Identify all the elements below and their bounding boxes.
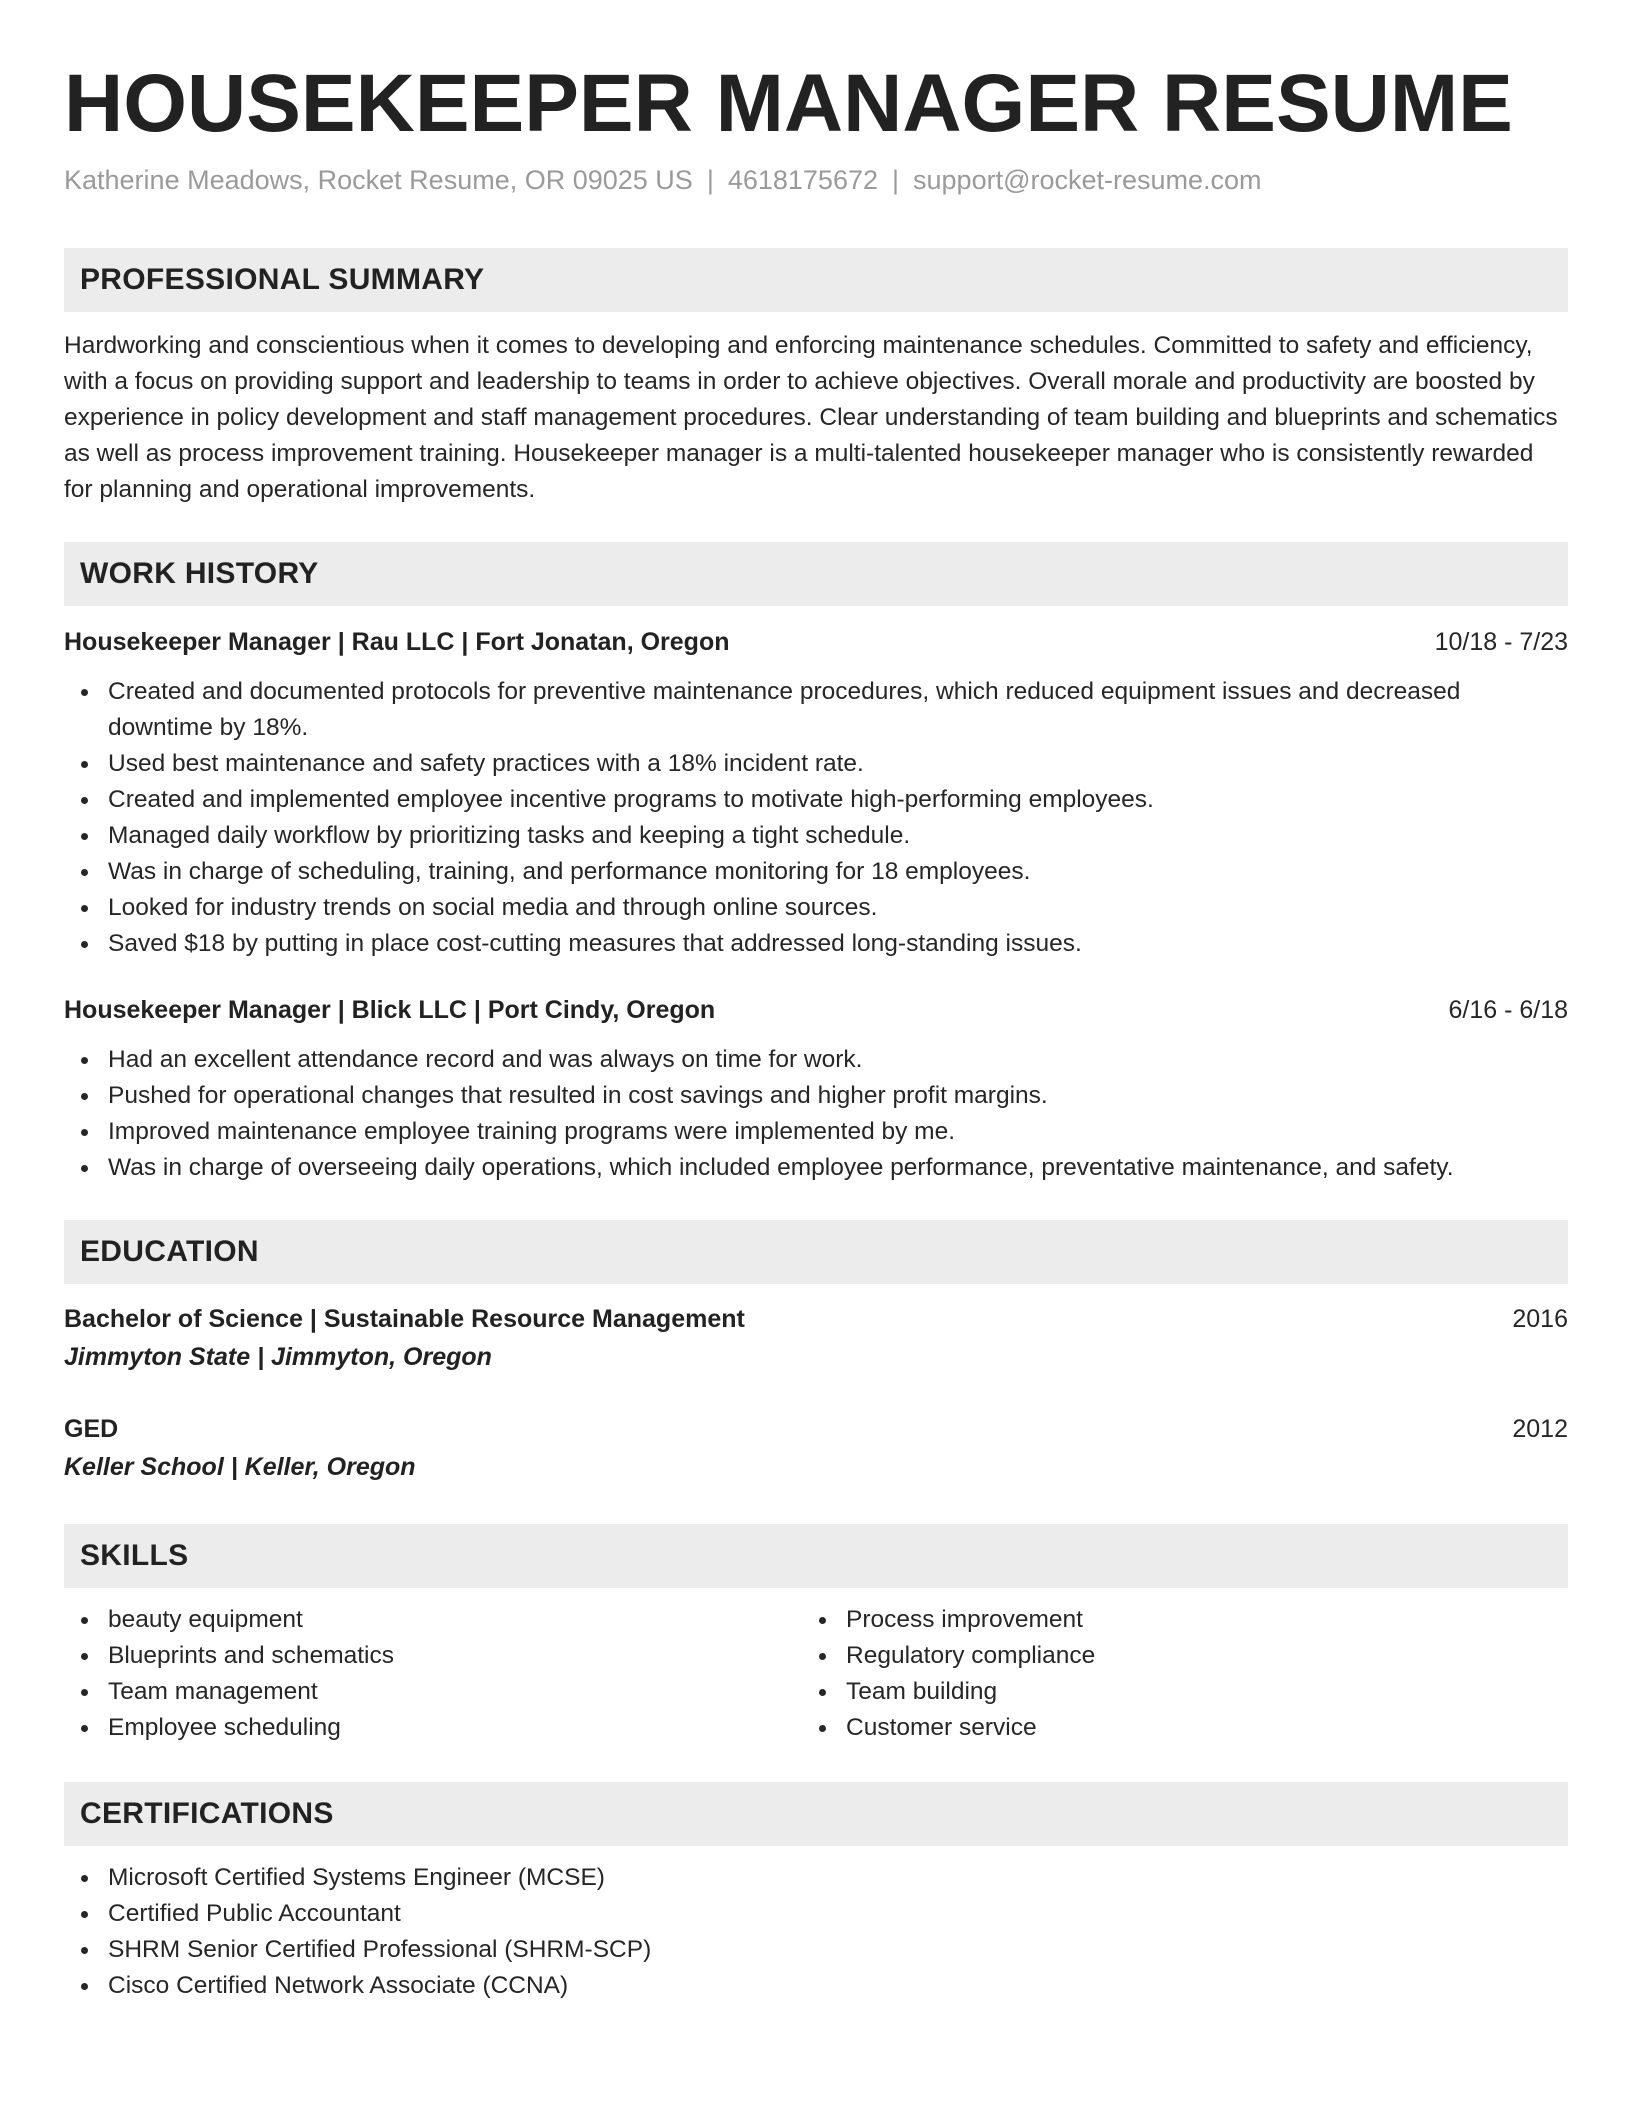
skill-item: Process improvement	[802, 1602, 1540, 1638]
certification-item: Certified Public Accountant	[64, 1896, 1568, 1932]
job-title: Housekeeper Manager | Blick LLC | Port Cindy, Oregon	[64, 996, 716, 1024]
skills-section-header	[64, 1524, 1568, 1588]
education-entry	[64, 1300, 1568, 1376]
education-section-header	[64, 1220, 1568, 1284]
contact-address: Katherine Meadows, Rocket Resume, OR 09025 US	[64, 165, 693, 195]
education-year: 2016	[1512, 1305, 1568, 1333]
skill-item: Team building	[802, 1674, 1540, 1710]
job-bullet: Created and implemented employee incentive programs to motivate high-performing employees.	[64, 782, 1568, 818]
skills-list	[802, 1602, 1540, 1746]
job-bullet: Used best maintenance and safety practices with a 18% incident rate.	[64, 746, 1568, 782]
skills-grid	[64, 1602, 1568, 1746]
education-school: Keller School | Keller, Oregon	[64, 1453, 416, 1481]
education-degree: Bachelor of Science | Sustainable Resource Management	[64, 1305, 745, 1333]
skills-column-left	[64, 1602, 802, 1746]
education-header	[64, 1410, 1568, 1448]
contact-email: support@rocket-resume.com	[913, 165, 1262, 195]
certifications-section-header	[64, 1782, 1568, 1846]
skill-item: Employee scheduling	[64, 1710, 802, 1746]
certification-item: Cisco Certified Network Associate (CCNA)	[64, 1968, 1568, 2004]
job-title: Housekeeper Manager | Rau LLC | Fort Jonatan, Oregon	[64, 628, 730, 656]
contact-line	[64, 162, 1568, 198]
summary-section-header	[64, 248, 1568, 312]
contact-separator: |	[892, 165, 900, 195]
summary-text: Hardworking and conscientious when it comes to developing and enforcing maintenance schedules. Committed to safety and efficiency, with a focus on providing support and leadership to teams in order to achieve objectives. Overall morale and productivity are boosted by experience in policy development and staff management procedures. Clear understanding of team building and blueprints and schematics as well as process improvement training. Housekeeper manager is a multi-talented housekeeper manager who is consistently rewarded for planning and operational improvements.	[64, 332, 1558, 503]
education-year: 2012	[1512, 1415, 1568, 1443]
work-heading: WORK HISTORY	[80, 557, 319, 590]
job-header	[64, 624, 1568, 660]
job-bullets	[64, 674, 1568, 962]
education-school: Jimmyton State | Jimmyton, Oregon	[64, 1343, 492, 1371]
skills-column-right	[802, 1602, 1540, 1746]
job-bullet: Created and documented protocols for preventive maintenance procedures, which reduced equipment issues and decreased downtime by 18%.	[64, 674, 1568, 746]
skill-item: Customer service	[802, 1710, 1540, 1746]
job-bullet: Had an excellent attendance record and was always on time for work.	[64, 1042, 1568, 1078]
certification-item: Microsoft Certified Systems Engineer (MCSE)	[64, 1860, 1568, 1896]
skill-item: Regulatory compliance	[802, 1638, 1540, 1674]
work-section-header	[64, 542, 1568, 606]
certifications-heading: CERTIFICATIONS	[80, 1797, 334, 1830]
job-dates: 10/18 - 7/23	[1434, 628, 1568, 656]
resume-title: HOUSEKEEPER MANAGER RESUME	[64, 58, 1513, 149]
education-entry	[64, 1410, 1568, 1486]
job-bullets	[64, 1042, 1568, 1186]
skill-item: Team management	[64, 1674, 802, 1710]
job-bullet: Was in charge of overseeing daily operations, which included employee performance, preventative maintenance, and safety.	[64, 1150, 1568, 1186]
job-bullet: Looked for industry trends on social media and through online sources.	[64, 890, 1568, 926]
education-degree: GED	[64, 1415, 119, 1443]
skill-item: Blueprints and schematics	[64, 1638, 802, 1674]
job-dates: 6/16 - 6/18	[1448, 996, 1568, 1024]
education-header	[64, 1300, 1568, 1338]
job-bullet: Saved $18 by putting in place cost-cutting measures that addressed long-standing issues.	[64, 926, 1568, 962]
skills-heading: SKILLS	[80, 1539, 189, 1572]
certification-item: SHRM Senior Certified Professional (SHRM-SCP)	[64, 1932, 1568, 1968]
job-entry	[64, 992, 1568, 1186]
job-bullet: Managed daily workflow by prioritizing tasks and keeping a tight schedule.	[64, 818, 1568, 854]
skills-list	[64, 1602, 802, 1746]
job-header	[64, 992, 1568, 1028]
contact-phone: 4618175672	[727, 165, 878, 195]
summary-heading: PROFESSIONAL SUMMARY	[80, 263, 485, 296]
education-heading: EDUCATION	[80, 1235, 259, 1268]
job-entry	[64, 624, 1568, 962]
job-bullet: Was in charge of scheduling, training, and performance monitoring for 18 employees.	[64, 854, 1568, 890]
job-bullet: Improved maintenance employee training programs were implemented by me.	[64, 1114, 1568, 1150]
skill-item: beauty equipment	[64, 1602, 802, 1638]
job-bullet: Pushed for operational changes that resulted in cost savings and higher profit margins.	[64, 1078, 1568, 1114]
contact-separator: |	[706, 165, 714, 195]
certifications-list	[64, 1860, 1568, 2004]
